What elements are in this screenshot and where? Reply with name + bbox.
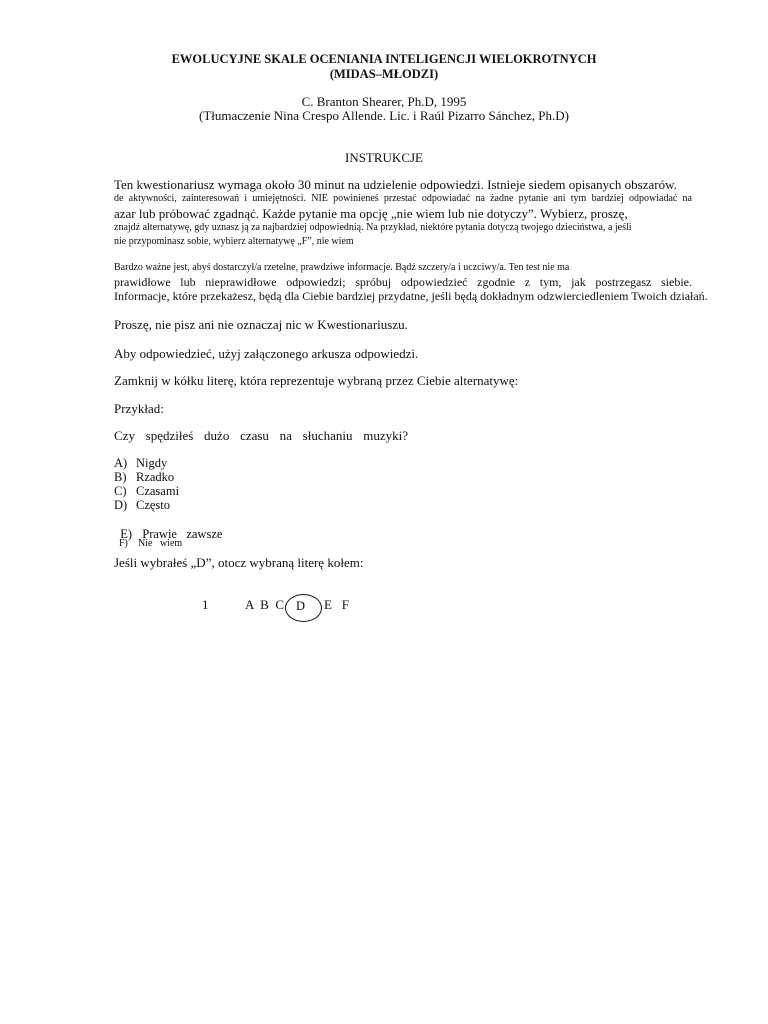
option-letter: B) xyxy=(114,470,127,484)
option-text: Nigdy xyxy=(136,456,168,470)
translation-line: (Tłumaczenie Nina Crespo Allende. Lic. i Raúl Pizarro Sánchez, Ph.D) xyxy=(198,108,570,123)
important-line-2: prawidłowe lub nieprawidłowe odpowiedzi; spróbuj odpowiedzieć zgodnie z tym, jak postrzegasz siebie. xyxy=(114,275,692,289)
instruction-no-marks: Proszę, nie pisz ani nie oznaczaj nic w Kwestionariuszu. xyxy=(114,317,408,332)
title-line-2: (MIDAS–MŁODZI) xyxy=(329,67,439,81)
answer-letters-before: A B C xyxy=(245,597,285,612)
option-c xyxy=(114,484,179,499)
intro-line-3: azar lub próbować zgadnąć. Każde pytanie ma opcję „nie wiem lub nie dotyczy”. Wybierz, proszę, xyxy=(114,206,628,221)
section-heading: INSTRUKCJE xyxy=(344,150,423,165)
answer-number: 1 xyxy=(202,597,209,612)
example-question: Czy spędziłeś dużo czasu na słuchaniu muzyki? xyxy=(114,428,408,443)
author-line: C. Branton Shearer, Ph.D, 1995 xyxy=(301,94,467,109)
instruction-use-sheet: Aby odpowiedzieć, użyj załączonego arkusza odpowiedzi. xyxy=(114,346,419,361)
intro-line-1: Ten kwestionariusz wymaga około 30 minut na udzielenie odpowiedzi. Istnieje siedem opisanych obszarów. xyxy=(114,177,677,192)
intro-line-4: znajdź alternatywę, gdy uznasz ją za najbardziej odpowiednią. Na przykład, niektóre pytania dotyczą twojego dzieciństwa, a jeśli xyxy=(114,222,632,233)
option-b xyxy=(114,470,174,485)
option-a xyxy=(114,456,167,471)
option-letter: E) xyxy=(120,527,133,541)
option-text: Czasami xyxy=(136,484,180,498)
important-line-3: Informacje, które przekażesz, będą dla Ciebie bardziej przydatne, jeśli będą dokładnym odzwierciedleniem Twoich działań. xyxy=(114,289,708,303)
option-letter: D) xyxy=(114,498,128,512)
option-letter: C) xyxy=(114,484,127,498)
important-line-1: Bardzo ważne jest, abyś dostarczył/a rzetelne, prawdziwe informacje. Bądź szczery/a i uczciwy/a. Ten test nie ma xyxy=(114,262,570,273)
if-chosen-instruction: Jeśli wybrałeś „D”, otocz wybraną literę kołem: xyxy=(114,555,364,570)
option-text: Często xyxy=(136,498,171,512)
option-letter: A) xyxy=(114,456,128,470)
example-label: Przykład: xyxy=(114,401,164,416)
option-d xyxy=(114,498,170,513)
intro-line-2: de aktywności, zainteresowań i umiejętności. NIE powinieneś przestać odpowiadać na żadne pytanie ani tym bardziej odpowiadać na xyxy=(114,193,692,204)
intro-line-5: nie przypominasz sobie, wybierz alternatywę „F”, nie wiem xyxy=(114,236,354,247)
option-text: Rzadko xyxy=(136,470,175,484)
option-letter: F) xyxy=(119,538,128,549)
answer-letters-after: E F xyxy=(324,597,349,612)
option-text: Nie wiem xyxy=(138,538,183,549)
instruction-circle-letter: Zamknij w kółku literę, która reprezentuje wybraną przez Ciebie alternatywę: xyxy=(114,373,519,388)
answer-circled-letter: D xyxy=(296,599,306,613)
option-text: Prawie zawsze xyxy=(142,527,223,541)
option-f xyxy=(114,527,182,549)
title-line-1: EWOLUCYJNE SKALE OCENIANIA INTELIGENCJI WIELOKROTNYCH xyxy=(171,52,597,66)
